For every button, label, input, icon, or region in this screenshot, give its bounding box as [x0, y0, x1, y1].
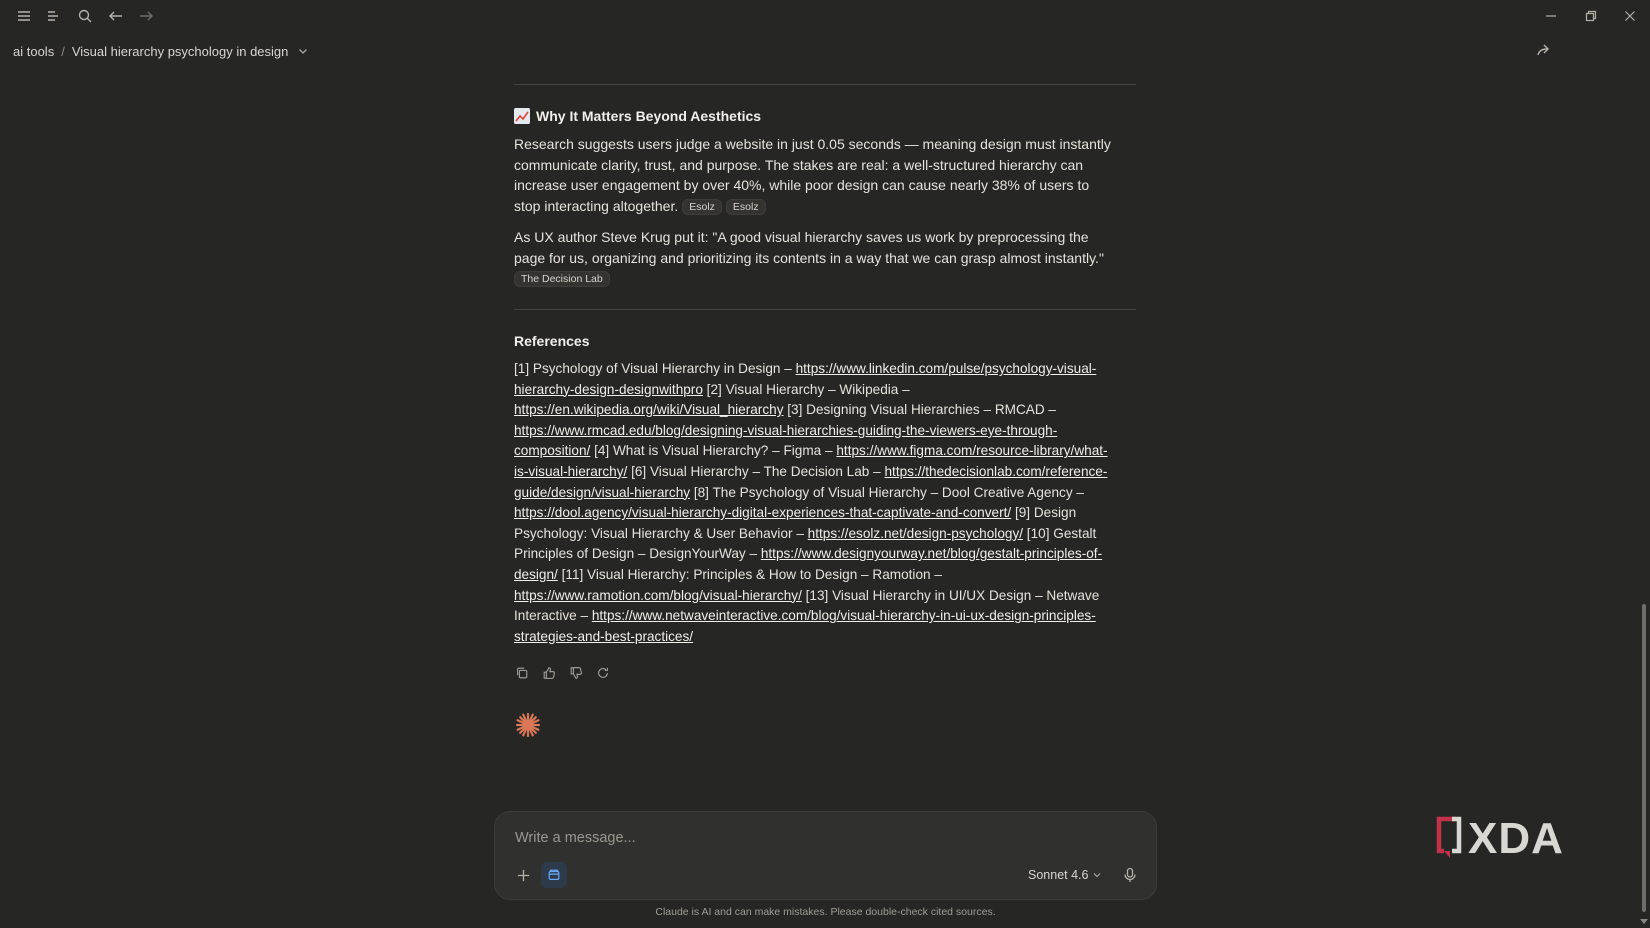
chevron-down-icon[interactable] — [297, 45, 309, 57]
xda-wordmark: XDA — [1468, 814, 1564, 863]
paragraph-text: As UX author Steve Krug put it: "A good visual hierarchy saves us work by preprocessing the page for us, organizing and prioritizing its contents in a way that we can grasp almost instantly." — [514, 229, 1104, 266]
reference-text: [3] Designing Visual Hierarchies – RMCAD – — [783, 402, 1056, 418]
sidebar-list-icon[interactable] — [43, 5, 65, 27]
reference-text: [9] Design Psychology: Visual Hierarchy & User Behavior – — [514, 505, 1077, 541]
reference-text: [10] Gestalt Principles of Design – DesignYourWay – — [514, 525, 1097, 562]
message-input[interactable] — [513, 826, 1113, 850]
reference-link[interactable]: https://esolz.net/design-psychology/ — [807, 525, 1024, 541]
scroll-down-icon[interactable] — [1640, 919, 1648, 924]
reference-text: [4] What is Visual Hierarchy? – Figma – — [590, 443, 837, 459]
xda-logo-icon — [1434, 816, 1464, 862]
retry-icon[interactable] — [595, 665, 611, 681]
reference-link[interactable]: https://dool.agency/visual-hierarchy-digital-experiences-that-captivate-and-convert/ — [514, 505, 1012, 521]
paragraph — [514, 227, 1114, 289]
chevron-down-icon — [1092, 870, 1102, 880]
reference-link[interactable]: https://www.figma.com/resource-library/what-is-visual-hierarchy/ — [514, 443, 1108, 479]
copy-icon[interactable] — [514, 665, 530, 681]
section-heading — [514, 108, 761, 124]
reference-text: [11] Visual Hierarchy: Principles & How to Design – Ramotion – — [557, 566, 942, 582]
reference-text: [2] Visual Hierarchy – Wikipedia – — [702, 381, 910, 397]
reference-link[interactable]: https://thedecisionlab.com/reference-guide/design/visual-hierarchy — [514, 463, 1108, 500]
chart-increasing-icon — [514, 108, 530, 124]
tools-toggle-icon[interactable] — [541, 862, 567, 888]
model-name: Sonnet 4.6 — [1028, 868, 1089, 882]
share-icon[interactable] — [1534, 40, 1554, 60]
reference-text: [1] Psychology of Visual Hierarchy in Design – — [514, 361, 796, 376]
divider — [514, 309, 1136, 310]
reference-link[interactable]: https://www.designyourway.net/blog/gestalt-principles-of-design/ — [514, 546, 1103, 582]
reference-link[interactable]: https://www.linkedin.com/pulse/psychology-visual-hierarchy-design-designwithpro — [514, 361, 1097, 397]
message-composer — [494, 811, 1157, 900]
disclaimer-text: Claude is AI and can make mistakes. Please double-check cited sources. — [655, 906, 996, 918]
back-arrow-icon[interactable] — [105, 5, 127, 27]
menu-icon[interactable] — [13, 5, 35, 27]
reference-link[interactable]: https://en.wikipedia.org/wiki/Visual_hierarchy — [514, 402, 784, 418]
citation-badge[interactable]: Esolz — [682, 199, 722, 215]
restore-icon[interactable] — [1580, 5, 1602, 27]
xda-watermark — [1434, 816, 1564, 862]
references-heading: References — [514, 333, 590, 349]
section-heading-text: Why It Matters Beyond Aesthetics — [536, 108, 762, 124]
scrollbar[interactable] — [1638, 0, 1650, 928]
scroll-thumb[interactable] — [1642, 604, 1646, 912]
title-bar — [0, 0, 1650, 32]
breadcrumb — [13, 41, 309, 61]
model-selector[interactable] — [1028, 866, 1102, 884]
paragraph — [514, 134, 1114, 216]
minimize-icon[interactable] — [1540, 5, 1562, 27]
conversation-title[interactable]: Visual hierarchy psychology in design — [71, 43, 289, 59]
breadcrumb-separator: / — [61, 43, 65, 59]
paragraph-text: Research suggests users judge a website in just 0.05 seconds — meaning design must instantly communicate clarity, trust, and purpose. The stakes are real: a well-structured hierarchy can increase user engagement by over 40%, while poor design can cause nearly 38% of users to stop interacting altogether. — [514, 136, 1111, 214]
citation-badge[interactable]: Esolz — [726, 199, 766, 215]
add-attachment-icon[interactable] — [512, 864, 534, 886]
microphone-icon[interactable] — [1120, 865, 1140, 885]
citation-badge[interactable]: The Decision Lab — [514, 271, 610, 287]
search-icon[interactable] — [74, 5, 96, 27]
message-actions — [514, 665, 611, 681]
reference-link[interactable]: https://www.netwaveinteractive.com/blog/visual-hierarchy-in-ui-ux-design-principles-strategies-and-best-practices/ — [514, 608, 1096, 644]
claude-logo-icon — [514, 711, 542, 739]
breadcrumb-project[interactable]: ai tools — [13, 43, 55, 59]
reference-text: [6] Visual Hierarchy – The Decision Lab – — [627, 463, 885, 479]
divider — [514, 84, 1136, 85]
references-list — [514, 359, 1114, 647]
reference-link[interactable]: https://www.rmcad.edu/blog/designing-visual-hierarchies-guiding-the-viewers-eye-through-composition/ — [514, 422, 1058, 459]
forward-arrow-icon[interactable] — [135, 5, 157, 27]
thumbs-up-icon[interactable] — [541, 665, 557, 681]
reference-text: [13] Visual Hierarchy in UI/UX Design – Netwave Interactive – — [514, 587, 1100, 624]
reference-link[interactable]: https://www.ramotion.com/blog/visual-hierarchy/ — [514, 587, 802, 603]
thumbs-down-icon[interactable] — [568, 665, 584, 681]
reference-text: [8] The Psychology of Visual Hierarchy – Dool Creative Agency – — [690, 484, 1084, 500]
